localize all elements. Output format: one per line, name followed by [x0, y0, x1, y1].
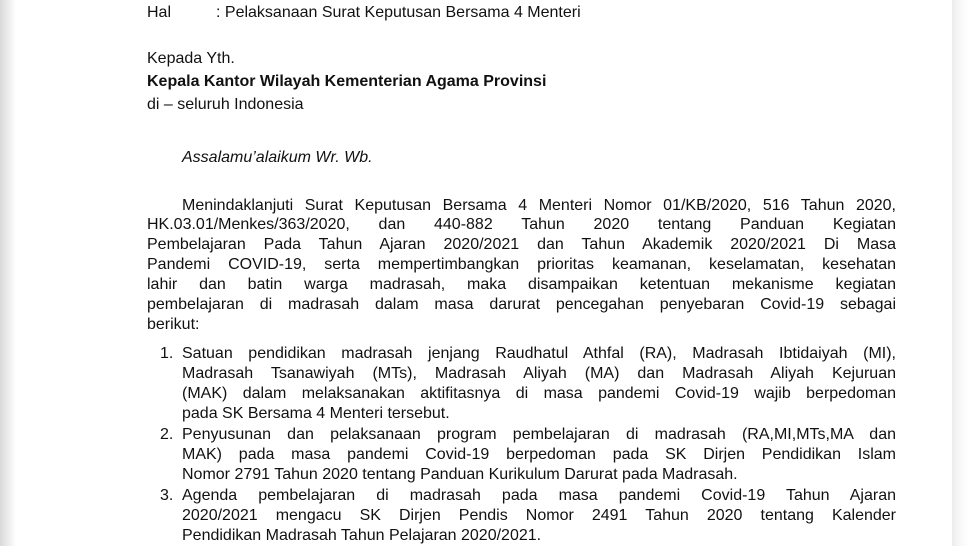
intro-line: Menindaklanjuti Surat Keputusan Bersama 4 Menteri Nomor 01/KB/2020, 516 Tahun 2020,	[182, 197, 896, 214]
list-item-line: MAK) pada masa pandemi Covid-19 berpedoman pada SK Dirjen Pendidikan Islam	[182, 446, 896, 463]
hal-label: Hal	[147, 4, 172, 21]
list-item-line: pada SK Bersama 4 Menteri tersebut.	[182, 405, 450, 422]
intro-line: Pandemi COVID-19, serta mempertimbangkan prioritas keamanan, keselamatan, kesehatan	[147, 256, 896, 273]
list-item-line: Penyusunan dan pelaksanaan program pembelajaran di madrasah (RA,MI,MTs,MA dan	[182, 426, 896, 443]
intro-line: lahir dan batin warga madrasah, maka disampaikan ketentuan mekanisme kegiatan	[147, 276, 896, 293]
list-item-line: Agenda pembelajaran di madrasah pada masa pandemi Covid-19 Tahun Ajaran	[182, 487, 896, 504]
list-item-line: Madrasah Tsanawiyah (MTs), Madrasah Aliyah (MA) dan Madrasah Aliyah Kejuruan	[182, 365, 896, 382]
salutation: Assalamu’alaikum Wr. Wb.	[182, 149, 373, 166]
list-item-number: 1.	[160, 345, 174, 362]
recipient-greeting: Kepada Yth.	[147, 50, 235, 67]
intro-line: berikut:	[147, 316, 200, 333]
intro-line: pembelajaran di madrasah dalam masa darurat pencegahan penyebaran Covid-19 sebagai	[147, 296, 896, 313]
hal-value: : Pelaksanaan Surat Keputusan Bersama 4 Menteri	[216, 4, 581, 21]
list-item-line: 2020/2021 mengacu SK Dirjen Pendis Nomor 2491 Tahun 2020 tentang Kalender	[182, 507, 896, 524]
list-item-number: 3.	[160, 487, 174, 504]
intro-line: Pembelajaran Pada Tahun Ajaran 2020/2021 dan Tahun Akademik 2020/2021 Di Masa	[147, 236, 896, 253]
list-item-line: Pendidikan Madrasah Tahun Pelajaran 2020/2021.	[182, 527, 542, 544]
page-edge-shadow	[952, 0, 969, 546]
recipient-name: Kepala Kantor Wilayah Kementerian Agama Provinsi	[147, 73, 547, 90]
page-shadow	[0, 0, 16, 546]
intro-line: HK.03.01/Menkes/363/2020, dan 440-882 Tahun 2020 tentang Panduan Kegiatan	[147, 216, 896, 233]
recipient-location: di – seluruh Indonesia	[147, 96, 304, 113]
list-item-line: Satuan pendidikan madrasah jenjang Raudhatul Athfal (RA), Madrasah Ibtidaiyah (MI),	[182, 345, 896, 362]
list-item-line: (MAK) dalam melaksanakan aktifitasnya di masa pandemi Covid-19 wajib berpedoman	[182, 385, 896, 402]
list-item-line: Nomor 2791 Tahun 2020 tentang Panduan Kurikulum Darurat pada Madrasah.	[182, 466, 738, 483]
list-item-number: 2.	[160, 426, 174, 443]
